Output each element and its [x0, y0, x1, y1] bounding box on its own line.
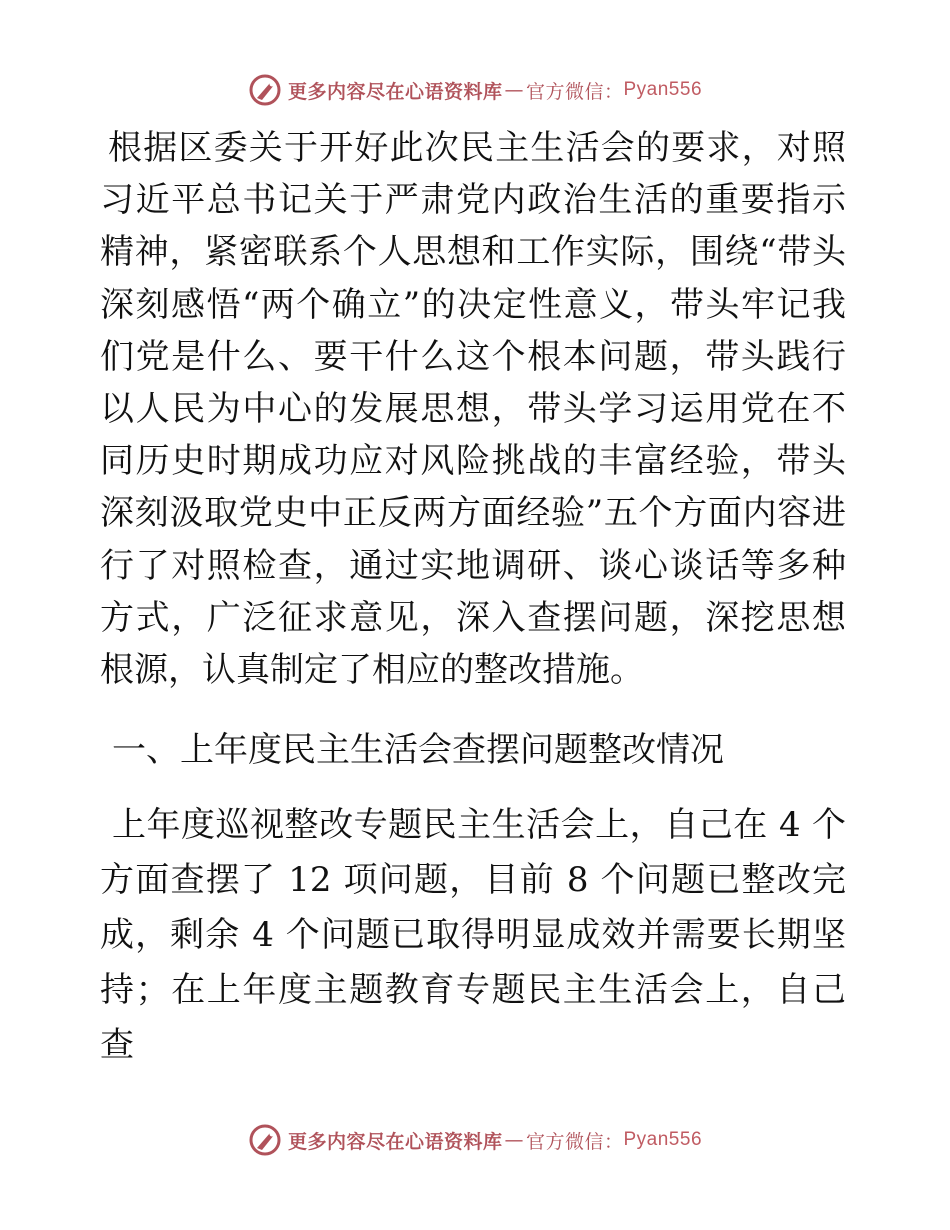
banner-wechat-label: 官方微信： — [525, 80, 624, 103]
section-heading: 一、上年度民主生活会查摆问题整改情况 — [112, 730, 724, 771]
intro-paragraph: 根据区委关于开好此次民主生活会的要求，对照习近平总书记关于严肃党内政治生活的重要指示精神，紧密联系个人思想和工作实际，围绕“带头深刻感悟“两个确立”的决定性意义，带头牢记我们党是什么、要干什么这个根本问题，带头践行以人民为中心的发展思想，带头学习运用党在不同历史时期成功应对风险挑战的丰富经验，带头深刻汲取党史中正反两方面经验”五个方面内容进行了对照检查，通过实地调研、谈心谈话等多种方式，广泛征求意见，深入查摆问题，深挖思想根源，认真制定了相应的整改措施。 — [100, 128, 846, 691]
banner-wechat-label: 官方微信： — [525, 1130, 624, 1153]
banner-dash: — — [504, 79, 524, 101]
header-banner — [0, 72, 950, 108]
pen-nib-seal-icon — [248, 73, 282, 107]
pen-nib-seal-icon — [248, 1123, 282, 1157]
banner-dash: — — [504, 1129, 524, 1151]
footer-banner — [0, 1122, 950, 1158]
document-body — [100, 122, 846, 1073]
banner-wechat-id: Pyan556 — [623, 1129, 703, 1150]
section-paragraph: 上年度巡视整改专题民主生活会上，自己在 4 个方面查摆了 12 项问题，目前 8 个问题已整改完成，剩余 4 个问题已取得明显成效并需要长期坚持；在上年度主题教育专题民主生活会上，自己查 — [100, 805, 846, 1066]
banner-wechat-id: Pyan556 — [623, 79, 703, 100]
banner-slogan: 更多内容尽在心语资料库 — [287, 80, 503, 103]
banner-slogan: 更多内容尽在心语资料库 — [287, 1130, 503, 1153]
